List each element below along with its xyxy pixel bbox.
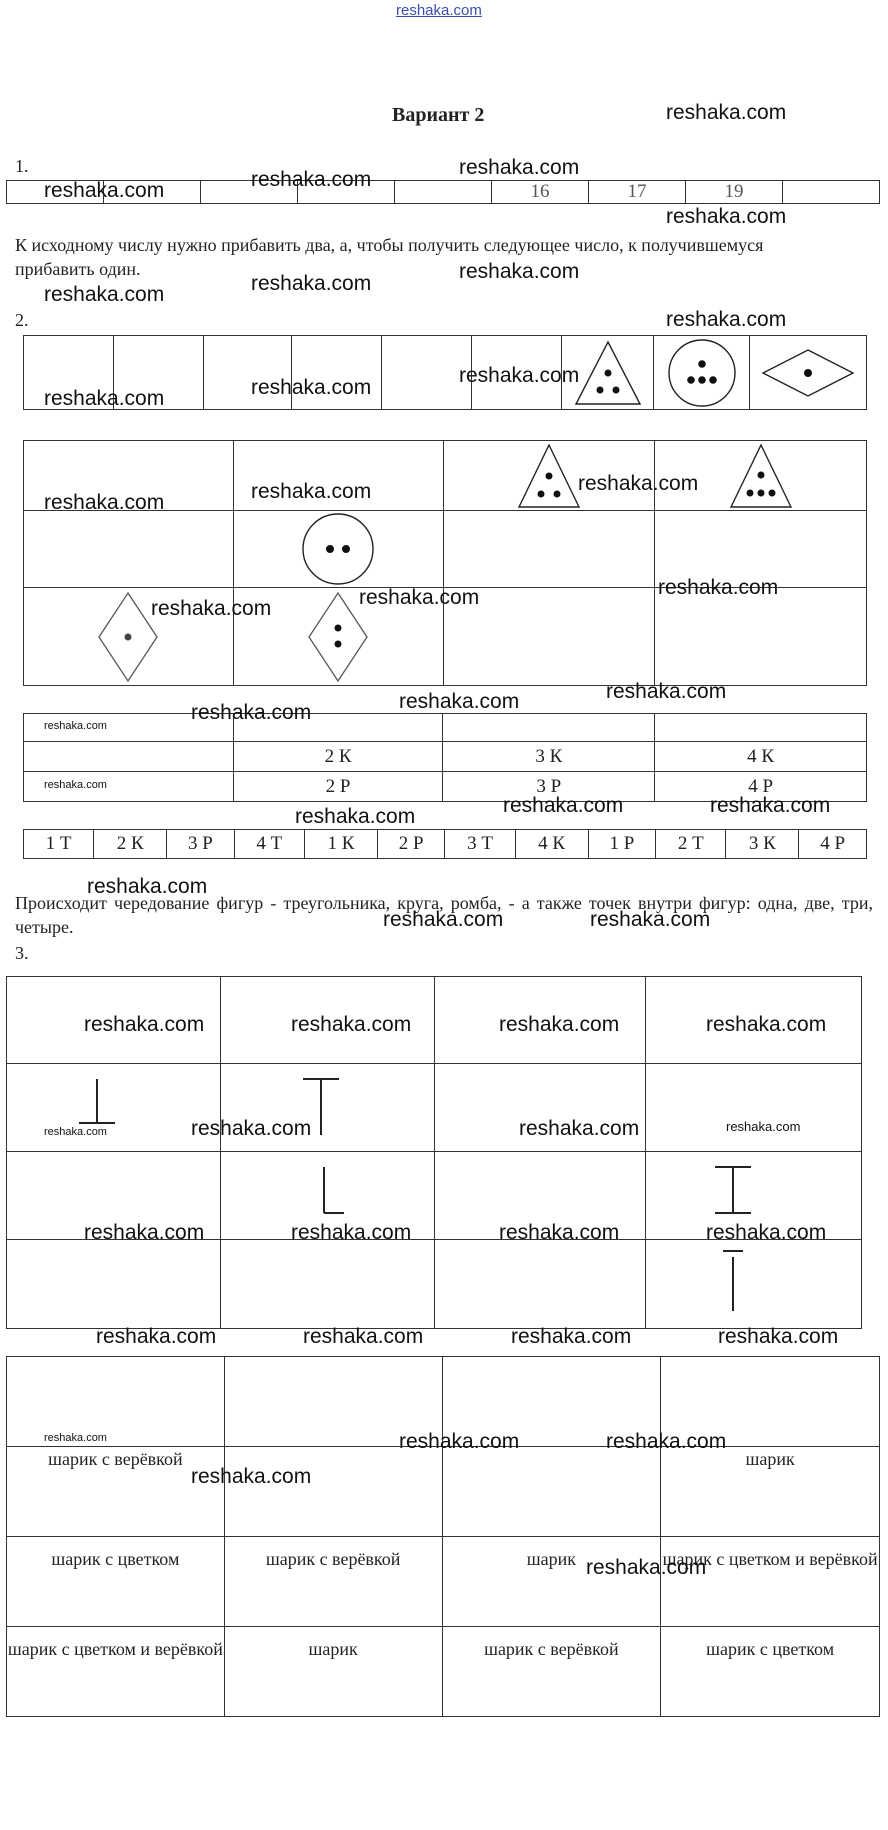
- watermark: reshaka.com: [706, 1221, 827, 1244]
- grid-cell: [221, 977, 435, 1064]
- site-link[interactable]: reshaka.com: [396, 2, 482, 19]
- code-cell: [655, 714, 867, 742]
- watermark: reshaka.com: [399, 690, 520, 713]
- figure-cell: [291, 336, 381, 410]
- watermark: reshaka.com: [44, 387, 165, 410]
- task3-figure-grid: [6, 976, 862, 1329]
- watermark-small: reshaka.com: [44, 779, 107, 791]
- diamond-2-dots-icon: [306, 590, 370, 684]
- watermark: reshaka.com: [666, 205, 787, 228]
- grid-cell: [7, 1537, 225, 1627]
- code-cell: 2 Р: [233, 772, 443, 802]
- watermark: reshaka.com: [666, 101, 787, 124]
- sequence-cell: 1 К: [304, 830, 377, 859]
- grid-cell-text: шарик: [745, 1449, 795, 1469]
- watermark: reshaka.com: [710, 794, 831, 817]
- grid-cell: [233, 511, 443, 588]
- sequence-cell: 3 Р: [167, 830, 235, 859]
- sequence-cell: 4 К: [515, 830, 588, 859]
- grid-cell: [661, 1537, 880, 1627]
- code-cell: 4 Р: [655, 772, 867, 802]
- watermark: reshaka.com: [718, 1325, 839, 1348]
- grid-cell: [646, 1240, 862, 1329]
- grid-cell-text: шарик: [526, 1549, 576, 1569]
- code-cell: [24, 742, 234, 772]
- grid-cell: [7, 1152, 221, 1240]
- grid-cell: [221, 1240, 435, 1329]
- grid-cell: [224, 1627, 442, 1717]
- grid-cell-text: шарик с цветком и верёвкой: [662, 1549, 878, 1569]
- watermark: reshaka.com: [459, 260, 580, 283]
- watermark-small: reshaka.com: [44, 1126, 107, 1138]
- stem-both-icon: [646, 1153, 861, 1239]
- grid-cell-text: шарик с цветком: [706, 1639, 835, 1659]
- code-cell: 2 К: [233, 742, 443, 772]
- watermark: reshaka.com: [87, 875, 208, 898]
- watermark: reshaka.com: [590, 908, 711, 931]
- task3-number: 3.: [15, 943, 29, 963]
- code-cell: 3 Р: [443, 772, 655, 802]
- grid-cell: [7, 1627, 225, 1717]
- watermark: reshaka.com: [383, 908, 504, 931]
- grid-cell: [442, 1447, 661, 1537]
- sequence-cell: 2 К: [94, 830, 167, 859]
- grid-cell: [646, 977, 862, 1064]
- grid-cell: [224, 1537, 442, 1627]
- triangle-4-dots-icon: [728, 442, 794, 510]
- watermark: reshaka.com: [84, 1013, 205, 1036]
- figure-cell: [750, 336, 867, 410]
- watermark: reshaka.com: [84, 1221, 205, 1244]
- task3-text-grid: [6, 1356, 880, 1717]
- watermark: reshaka.com: [295, 805, 416, 828]
- watermark: reshaka.com: [511, 1325, 632, 1348]
- grid-cell-text: шарик: [308, 1639, 358, 1659]
- grid-cell: [661, 1447, 880, 1537]
- grid-cell: [661, 1357, 880, 1447]
- watermark: reshaka.com: [191, 1117, 312, 1140]
- task1-explanation: К исходному числу нужно прибавить два, а, чтобы получить следующее число, к получившемуся прибавить один.: [15, 235, 764, 279]
- seq-cell: 17: [589, 181, 686, 204]
- watermark: reshaka.com: [291, 1221, 412, 1244]
- grid-cell: [221, 1152, 435, 1240]
- seq-cell: 16: [492, 181, 589, 204]
- seq-cell: 19: [686, 181, 783, 204]
- task2-figure-row: [23, 335, 867, 410]
- grid-cell-text: шарик с верёвкой: [484, 1639, 619, 1659]
- grid-cell: [24, 511, 234, 588]
- grid-cell: [7, 1240, 221, 1329]
- grid-cell: [24, 588, 234, 686]
- grid-cell: [442, 1627, 661, 1717]
- grid-cell: [7, 977, 221, 1064]
- seq-cell: [395, 181, 492, 204]
- grid-cell: [443, 511, 655, 588]
- watermark: reshaka.com: [44, 491, 165, 514]
- watermark: reshaka.com: [251, 272, 372, 295]
- figure-cell: [471, 336, 561, 410]
- grid-cell: [435, 1152, 646, 1240]
- diamond-1-dot-icon: [96, 590, 160, 684]
- task1-number: 1.: [15, 156, 29, 176]
- watermark: reshaka.com: [459, 156, 580, 179]
- code-cell: 4 К: [655, 742, 867, 772]
- watermark: reshaka.com: [191, 701, 312, 724]
- watermark: reshaka.com: [151, 597, 272, 620]
- grid-cell: [661, 1627, 880, 1717]
- code-cell: [233, 714, 443, 742]
- grid-cell-text: шарик с верёвкой: [265, 1549, 401, 1569]
- code-cell: [24, 714, 234, 742]
- watermark: reshaka.com: [586, 1556, 707, 1579]
- figure-cell: [203, 336, 291, 410]
- watermark: reshaka.com: [359, 586, 480, 609]
- sequence-cell: 3 К: [726, 830, 799, 859]
- task2-code-table: [23, 713, 867, 802]
- grid-cell: [442, 1537, 661, 1627]
- grid-cell: [655, 441, 867, 511]
- watermark: reshaka.com: [666, 308, 787, 331]
- sequence-cell: 2 Т: [656, 830, 726, 859]
- seq-cell: [201, 181, 298, 204]
- sequence-cell: 4 Т: [234, 830, 304, 859]
- figure-cell: [24, 336, 114, 410]
- watermark: reshaka.com: [191, 1465, 312, 1488]
- page-title: Вариант 2: [392, 104, 485, 126]
- figure-cell: [381, 336, 471, 410]
- watermark: reshaka.com: [399, 1430, 520, 1453]
- grid-cell: [443, 441, 655, 511]
- task2-sequence-table: [23, 829, 867, 859]
- grid-cell-text: шарик с цветком: [51, 1549, 180, 1569]
- watermark: reshaka.com: [503, 794, 624, 817]
- watermark: reshaka.com: [606, 1430, 727, 1453]
- watermark: reshaka.com: [578, 472, 699, 495]
- code-cell: 3 К: [443, 742, 655, 772]
- watermark: reshaka.com: [459, 364, 580, 387]
- watermark: reshaka.com: [606, 680, 727, 703]
- watermark: reshaka.com: [499, 1013, 620, 1036]
- grid-cell: [655, 588, 867, 686]
- task2-figure-grid: [23, 440, 867, 686]
- circle-2-dots-icon: [300, 511, 376, 587]
- watermark-small: reshaka.com: [44, 720, 107, 732]
- stem-base-right-icon: [221, 1153, 434, 1239]
- task2-number: 2.: [15, 310, 29, 330]
- grid-cell-text: шарик с верёвкой: [48, 1449, 183, 1469]
- sequence-cell: 3 Т: [445, 830, 515, 859]
- code-cell: [443, 714, 655, 742]
- grid-cell: [24, 441, 234, 511]
- sequence-cell: 1 Т: [24, 830, 94, 859]
- grid-cell: [435, 1064, 646, 1152]
- task1-sequence-table: [6, 180, 880, 204]
- grid-cell-text: шарик с цветком и верёвкой: [7, 1639, 223, 1659]
- grid-cell: [221, 1064, 435, 1152]
- grid-cell: [224, 1447, 442, 1537]
- seq-cell: [783, 181, 880, 204]
- sequence-cell: 1 Р: [588, 830, 656, 859]
- watermark: reshaka.com: [706, 1013, 827, 1036]
- sequence-cell: 4 Р: [799, 830, 867, 859]
- grid-cell: [224, 1357, 442, 1447]
- watermark: reshaka.com: [251, 168, 372, 191]
- grid-cell: [442, 1357, 661, 1447]
- grid-cell: [233, 588, 443, 686]
- code-cell: [24, 772, 234, 802]
- watermark: reshaka.com: [44, 283, 165, 306]
- watermark: reshaka.com: [251, 376, 372, 399]
- watermark: reshaka.com: [658, 576, 779, 599]
- grid-cell: [655, 511, 867, 588]
- watermark: reshaka.com: [519, 1117, 640, 1140]
- watermark: reshaka.com: [251, 480, 372, 503]
- circle-4-dots-icon: [666, 337, 738, 409]
- figure-cell: [561, 336, 654, 410]
- stem-top-short-icon: [646, 1241, 861, 1327]
- seq-cell: [7, 181, 104, 204]
- grid-cell: [435, 1240, 646, 1329]
- watermark: reshaka.com: [44, 179, 165, 202]
- triangle-3-dots-icon: [516, 442, 582, 510]
- figure-cell: [113, 336, 203, 410]
- grid-cell: [7, 1357, 225, 1447]
- watermark-small: reshaka.com: [726, 1119, 801, 1134]
- sequence-cell: 2 Р: [377, 830, 445, 859]
- grid-cell: [7, 1064, 221, 1152]
- grid-cell: [646, 1064, 862, 1152]
- watermark: reshaka.com: [303, 1325, 424, 1348]
- watermark: reshaka.com: [96, 1325, 217, 1348]
- watermark: reshaka.com: [291, 1013, 412, 1036]
- watermark-small: reshaka.com: [44, 1432, 107, 1444]
- seq-cell: [104, 181, 201, 204]
- watermark: reshaka.com: [499, 1221, 620, 1244]
- grid-cell: [435, 977, 646, 1064]
- diamond-1-dot-icon: [760, 347, 856, 399]
- grid-cell: [7, 1447, 225, 1537]
- stem-base-icon: [7, 1065, 220, 1151]
- grid-cell: [443, 588, 655, 686]
- triangle-3-dots-icon: [572, 338, 644, 408]
- figure-cell: [654, 336, 750, 410]
- grid-cell: [646, 1152, 862, 1240]
- stem-top-icon: [221, 1065, 434, 1151]
- grid-cell: [233, 441, 443, 511]
- seq-cell: [298, 181, 395, 204]
- task2-explanation: Происходит чередование фигур - треугольника, круга, ромба, - а также точек внутри фигур: одна, две, три, четыре.: [15, 893, 873, 937]
